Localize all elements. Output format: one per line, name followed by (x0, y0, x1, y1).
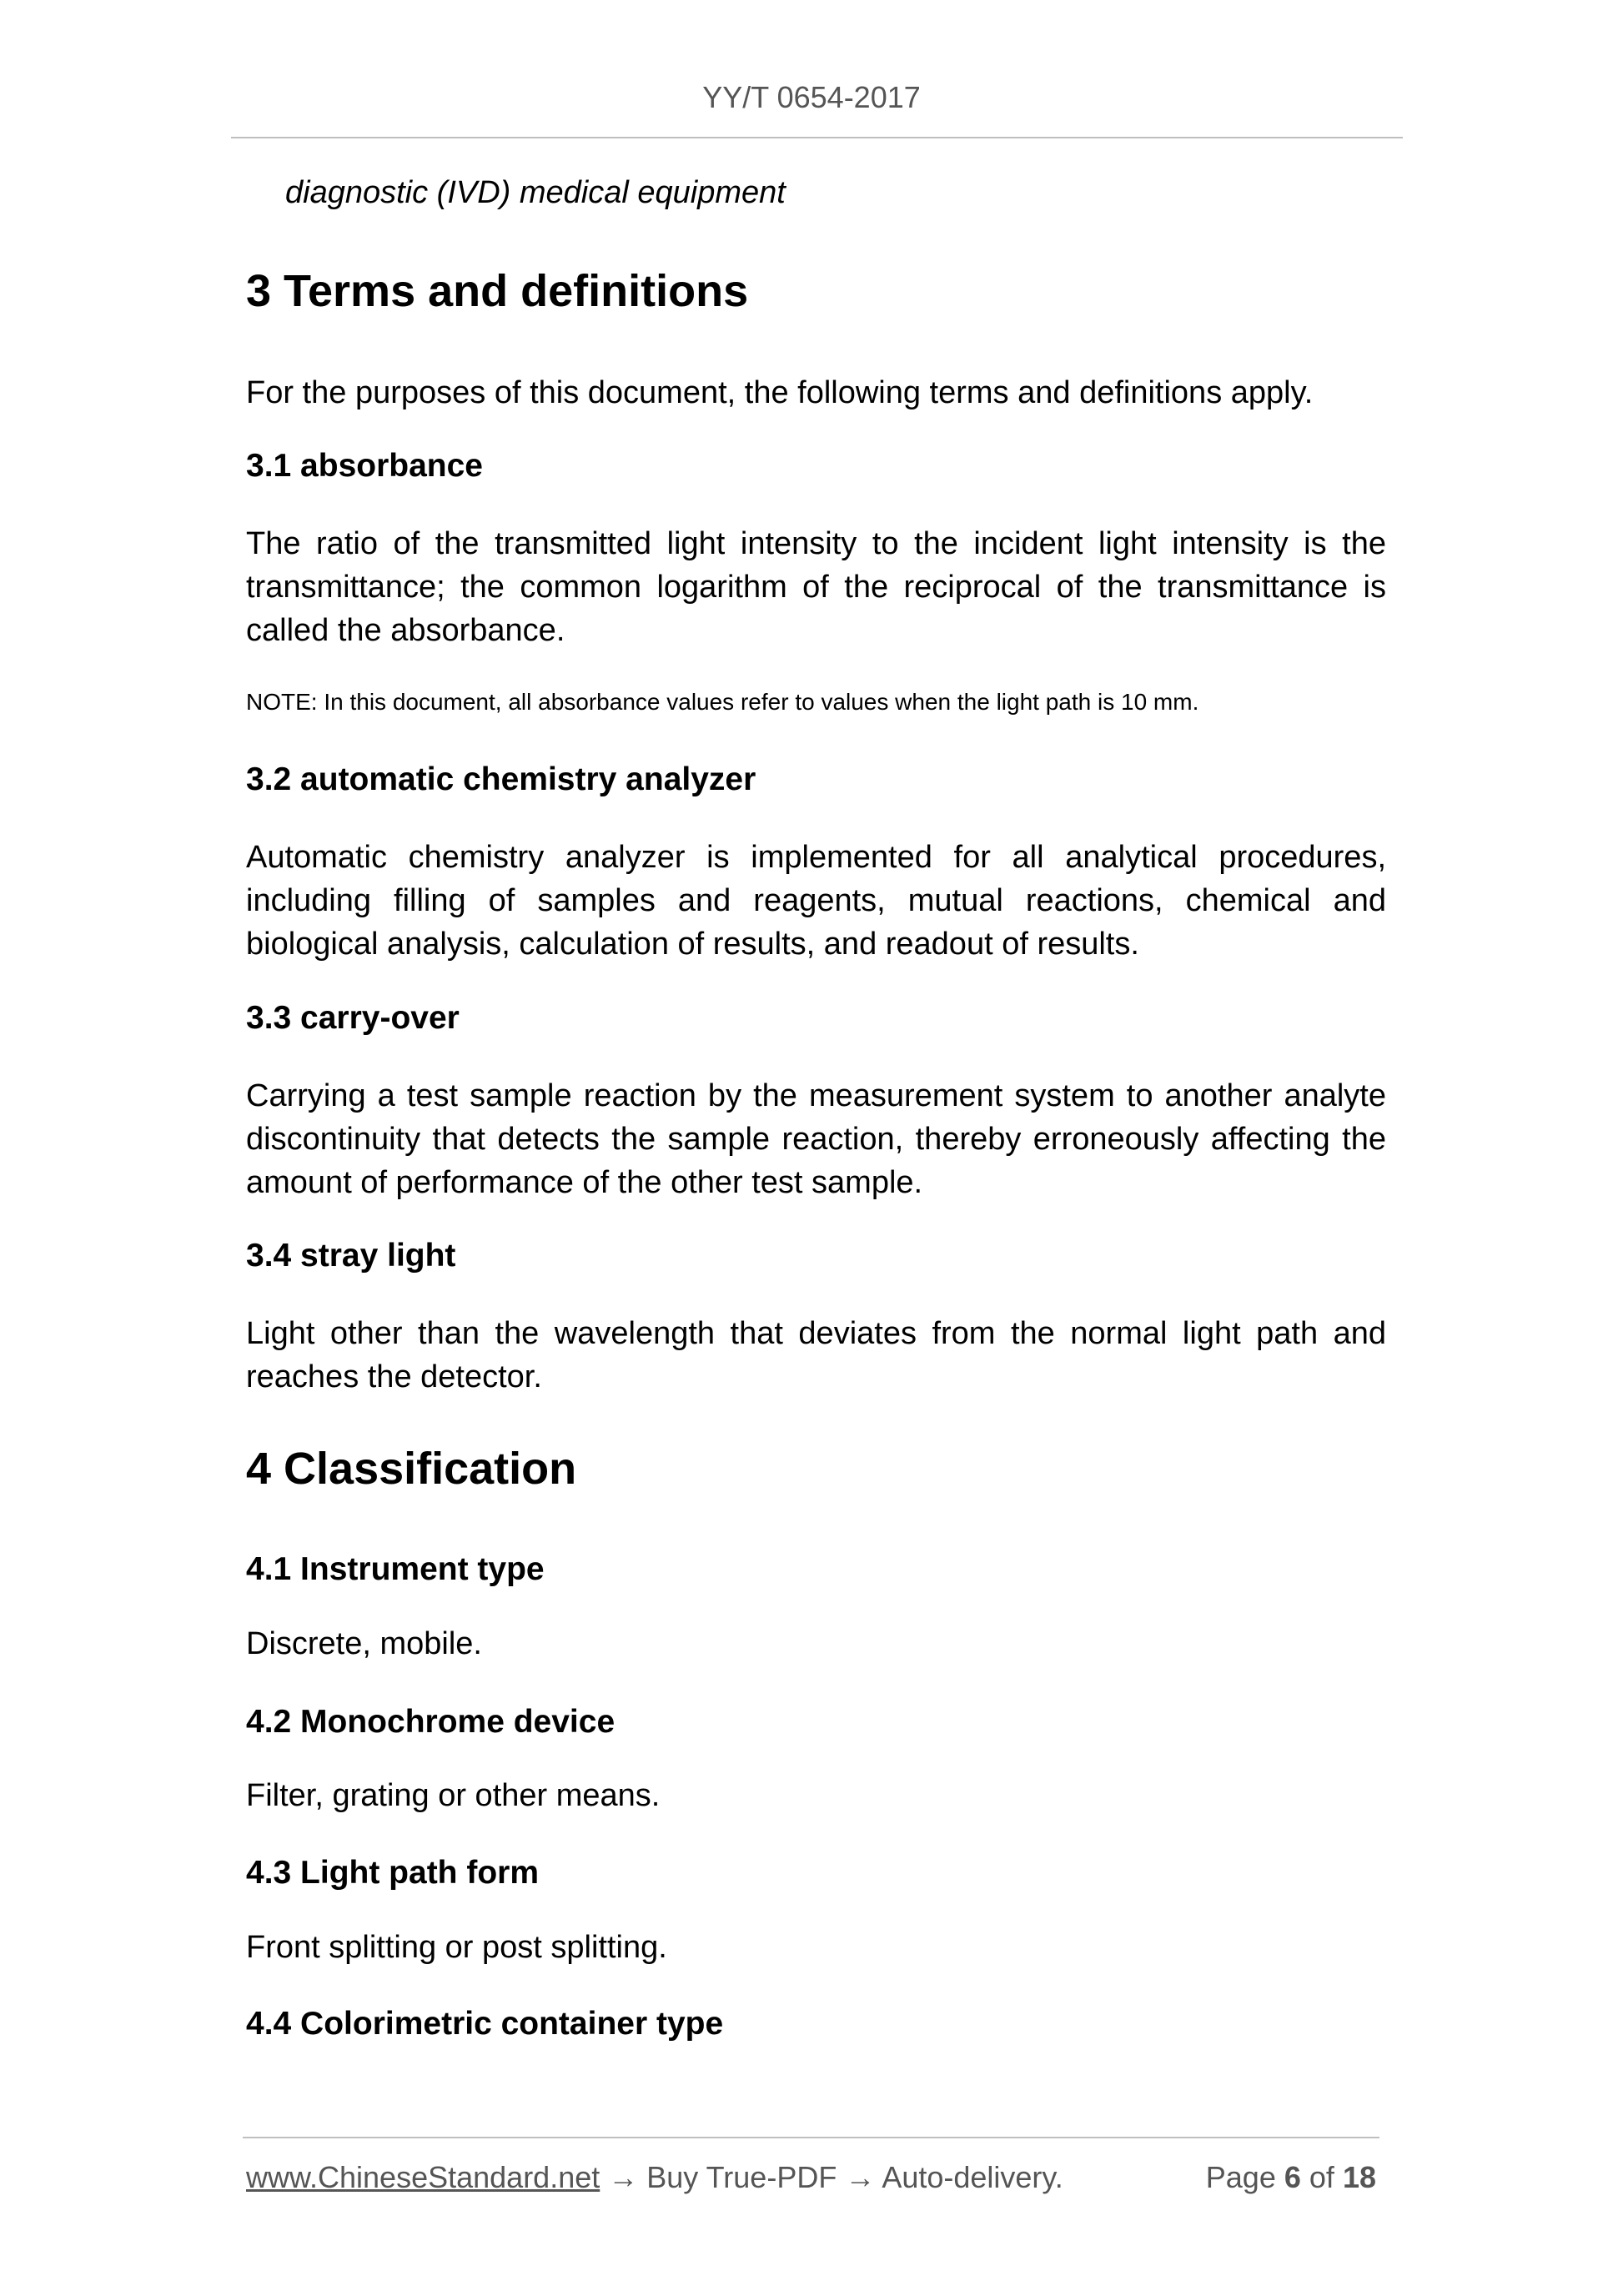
term-3-2-title: 3.2 automatic chemistry analyzer (246, 761, 756, 797)
footer-promo-text: → Buy True-PDF → Auto-delivery. (600, 2160, 1063, 2194)
page-of-label: of (1309, 2160, 1334, 2194)
page-current: 6 (1284, 2160, 1301, 2194)
term-3-4-definition: Light other than the wavelength that deviates from the normal light path and reaches the detector. (246, 1316, 1386, 1394)
item-4-3-text: Front splitting or post splitting. (246, 1930, 667, 1965)
term-3-1-title: 3.1 absorbance (246, 448, 483, 484)
item-4-2-title: 4.2 Monochrome device (246, 1704, 616, 1740)
term-3-3-title: 3.3 carry-over (246, 1000, 460, 1036)
term-3-1-note: NOTE: In this document, all absorbance values refer to values when the light path is 10 mm. (246, 689, 1199, 715)
section-3-heading: 3 Terms and definitions (246, 266, 749, 316)
item-4-3-title: 4.3 Light path form (246, 1855, 539, 1891)
document-code: YY/T 0654-2017 (702, 80, 921, 114)
page-indicator (1206, 2160, 1376, 2195)
section-3-intro: For the purposes of this document, the following terms and definitions apply. (246, 375, 1314, 410)
header-divider (231, 137, 1403, 138)
continued-text: diagnostic (IVD) medical equipment (285, 175, 786, 210)
website-link[interactable]: www.ChineseStandard.net (246, 2160, 600, 2194)
term-3-3-definition: Carrying a test sample reaction by the measurement system to another analyte discontinuity that detects the sample reaction, thereby erroneously affecting the amount of performance of the other test sample. (246, 1078, 1386, 1200)
footer-divider (243, 2137, 1379, 2138)
page-label: Page (1205, 2160, 1276, 2194)
item-4-2-text: Filter, grating or other means. (246, 1778, 661, 1813)
item-4-4-title: 4.4 Colorimetric container type (246, 2006, 724, 2042)
item-4-1-text: Discrete, mobile. (246, 1626, 482, 1661)
term-3-2-definition: Automatic chemistry analyzer is implemented for all analytical procedures, including filling of samples and reagents, mutual reactions, chemical and biological analysis, calculation of results, and readout of results. (246, 840, 1386, 962)
page-footer (246, 2160, 1376, 2202)
footer-promo (246, 2160, 1063, 2195)
page-total: 18 (1342, 2160, 1376, 2194)
term-3-4-title: 3.4 stray light (246, 1238, 456, 1274)
item-4-1-title: 4.1 Instrument type (246, 1551, 545, 1587)
section-4-heading: 4 Classification (246, 1444, 577, 1494)
term-3-1-definition: The ratio of the transmitted light intensity to the incident light intensity is the transmittance; the common logarithm of the reciprocal of the transmittance is called the absorbance. (246, 526, 1386, 648)
